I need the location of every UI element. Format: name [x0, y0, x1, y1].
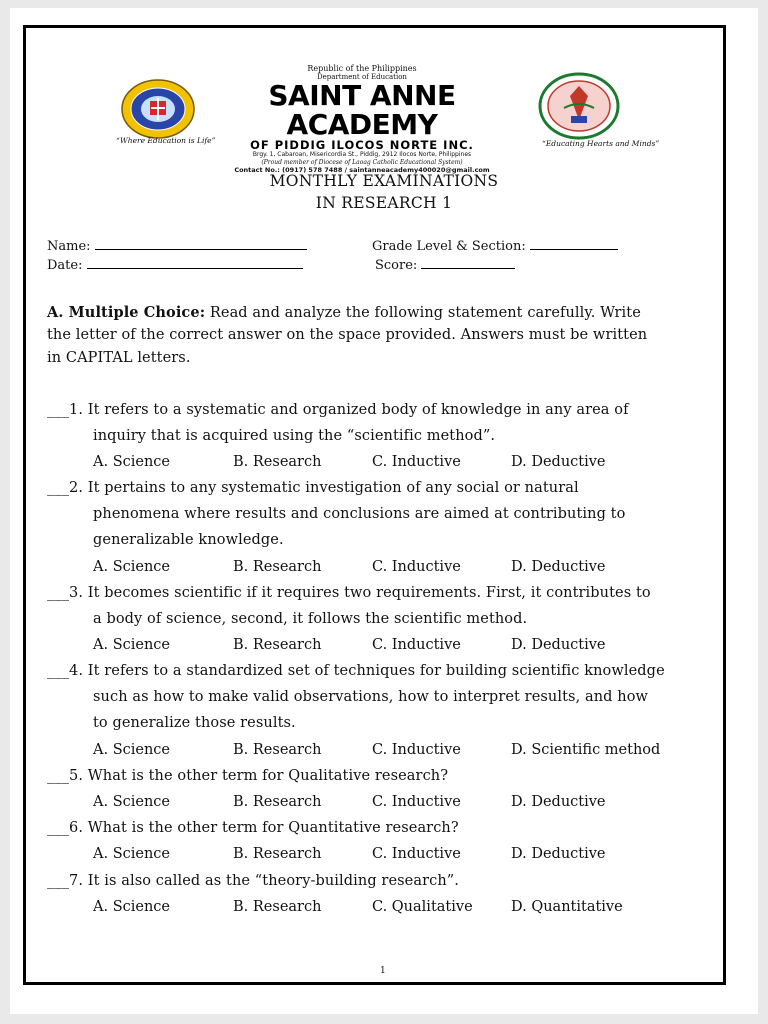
question-3-line-2: a body of science, second, it follows the scientific method.	[93, 611, 528, 627]
school-subtitle: OF PIDDIG ILOCOS NORTE INC.	[250, 138, 474, 152]
school-name: SAINT ANNE ACADEMY	[268, 79, 456, 141]
question-5-choice-d[interactable]: D. Deductive	[511, 794, 606, 810]
question-2-choice-d[interactable]: D. Deductive	[511, 559, 606, 575]
question-2-choice-b[interactable]: B. Research	[233, 559, 322, 575]
question-7-choice-d[interactable]: D. Quantitative	[511, 899, 623, 915]
question-7-line-1: ___7. It is also called as the “theory-building research”.	[47, 873, 460, 889]
question-2-line-3: generalizable knowledge.	[93, 532, 284, 548]
question-7-choice-c[interactable]: C. Qualitative	[372, 899, 473, 915]
question-3-choice-c[interactable]: C. Inductive	[372, 637, 461, 653]
date-field	[47, 257, 303, 273]
question-4-choice-a[interactable]: A. Science	[93, 742, 171, 758]
school-seal-right-icon	[538, 72, 620, 140]
question-1-line-1: ___1. It refers to a systematic and organized body of knowledge in any area of	[47, 402, 629, 418]
question-6-choice-a[interactable]: A. Science	[93, 846, 171, 862]
page-number: 1	[380, 966, 386, 976]
school-seal-left-icon	[120, 78, 196, 140]
question-1-choice-c[interactable]: C. Inductive	[372, 454, 461, 470]
question-2-choice-c[interactable]: C. Inductive	[372, 559, 461, 575]
question-2-line-2: phenomena where results and conclusions are aimed at contributing to	[93, 506, 626, 522]
question-3-line-1: ___3. It becomes scientific if it requires two requirements. First, it contributes to	[47, 585, 651, 601]
school-header	[110, 64, 670, 174]
grade-section-label: Grade Level & Section:	[372, 239, 526, 254]
question-2-choice-a[interactable]: A. Science	[93, 559, 171, 575]
motto-right: “Educating Hearts and Minds”	[542, 139, 660, 148]
exam-title: MONTHLY EXAMINATIONS	[269, 172, 499, 190]
motto-left: “Where Education is Life”	[116, 136, 216, 145]
question-4-choice-c[interactable]: C. Inductive	[372, 742, 461, 758]
question-5-choice-a[interactable]: A. Science	[93, 794, 171, 810]
school-address: Brgy. 1, Cabaroan, Misericordia St., Piddig, 2912 Ilocos Norte, Philippines	[252, 151, 472, 158]
instructions-line-3: in CAPITAL letters.	[47, 350, 191, 366]
question-1-choice-b[interactable]: B. Research	[233, 454, 322, 470]
question-5-line-1: ___5. What is the other term for Qualitative research?	[47, 768, 449, 784]
question-1-choice-d[interactable]: D. Deductive	[511, 454, 606, 470]
date-label: Date:	[47, 258, 83, 273]
question-7-choice-b[interactable]: B. Research	[233, 899, 322, 915]
question-2-line-1: ___2. It pertains to any systematic investigation of any social or natural	[47, 480, 579, 496]
instructions-line-1	[47, 304, 641, 321]
instructions-text-1: Read and analyze the following statement carefully. Write	[205, 305, 641, 321]
school-membership: (Proud member of Diocese of Laoag Catholic Educational System)	[261, 159, 463, 166]
question-3-choice-b[interactable]: B. Research	[233, 637, 322, 653]
question-1-line-2: inquiry that is acquired using the “scientific method”.	[93, 428, 496, 444]
question-4-choice-b[interactable]: B. Research	[233, 742, 322, 758]
question-4-line-1: ___4. It refers to a standardized set of techniques for building scientific knowledge	[47, 663, 665, 679]
name-blank[interactable]	[95, 238, 307, 250]
school-contact: Contact No.: (0917) 578 7488 / saintanneacademy400020@gmail.com	[234, 166, 490, 174]
name-label: Name:	[47, 239, 91, 254]
date-blank[interactable]	[87, 257, 303, 269]
instructions-heading: A. Multiple Choice:	[47, 304, 206, 321]
question-6-choice-c[interactable]: C. Inductive	[372, 846, 461, 862]
score-label: Score:	[375, 258, 418, 273]
question-4-choice-d[interactable]: D. Scientific method	[511, 742, 661, 758]
question-5-choice-b[interactable]: B. Research	[233, 794, 322, 810]
question-6-choice-b[interactable]: B. Research	[233, 846, 322, 862]
question-1-choice-a[interactable]: A. Science	[93, 454, 171, 470]
department-line: Department of Education	[317, 73, 407, 81]
instructions-line-2: the letter of the correct answer on the space provided. Answers must be written	[47, 327, 648, 343]
name-field	[47, 238, 307, 254]
question-5-choice-c[interactable]: C. Inductive	[372, 794, 461, 810]
republic-line: Republic of the Philippines	[307, 64, 417, 73]
grade-section-field	[372, 238, 618, 254]
question-6-line-1: ___6. What is the other term for Quantitative research?	[47, 820, 459, 836]
question-4-line-2: such as how to make valid observations, how to interpret results, and how	[93, 689, 649, 705]
question-6-choice-d[interactable]: D. Deductive	[511, 846, 606, 862]
score-field	[375, 257, 515, 273]
school-info	[202, 64, 522, 175]
question-3-choice-a[interactable]: A. Science	[93, 637, 171, 653]
score-blank[interactable]	[421, 257, 515, 269]
question-4-line-3: to generalize those results.	[93, 715, 296, 731]
question-3-choice-d[interactable]: D. Deductive	[511, 637, 606, 653]
grade-section-blank[interactable]	[530, 238, 618, 250]
question-7-choice-a[interactable]: A. Science	[93, 899, 171, 915]
exam-subject: IN RESEARCH 1	[315, 194, 453, 212]
